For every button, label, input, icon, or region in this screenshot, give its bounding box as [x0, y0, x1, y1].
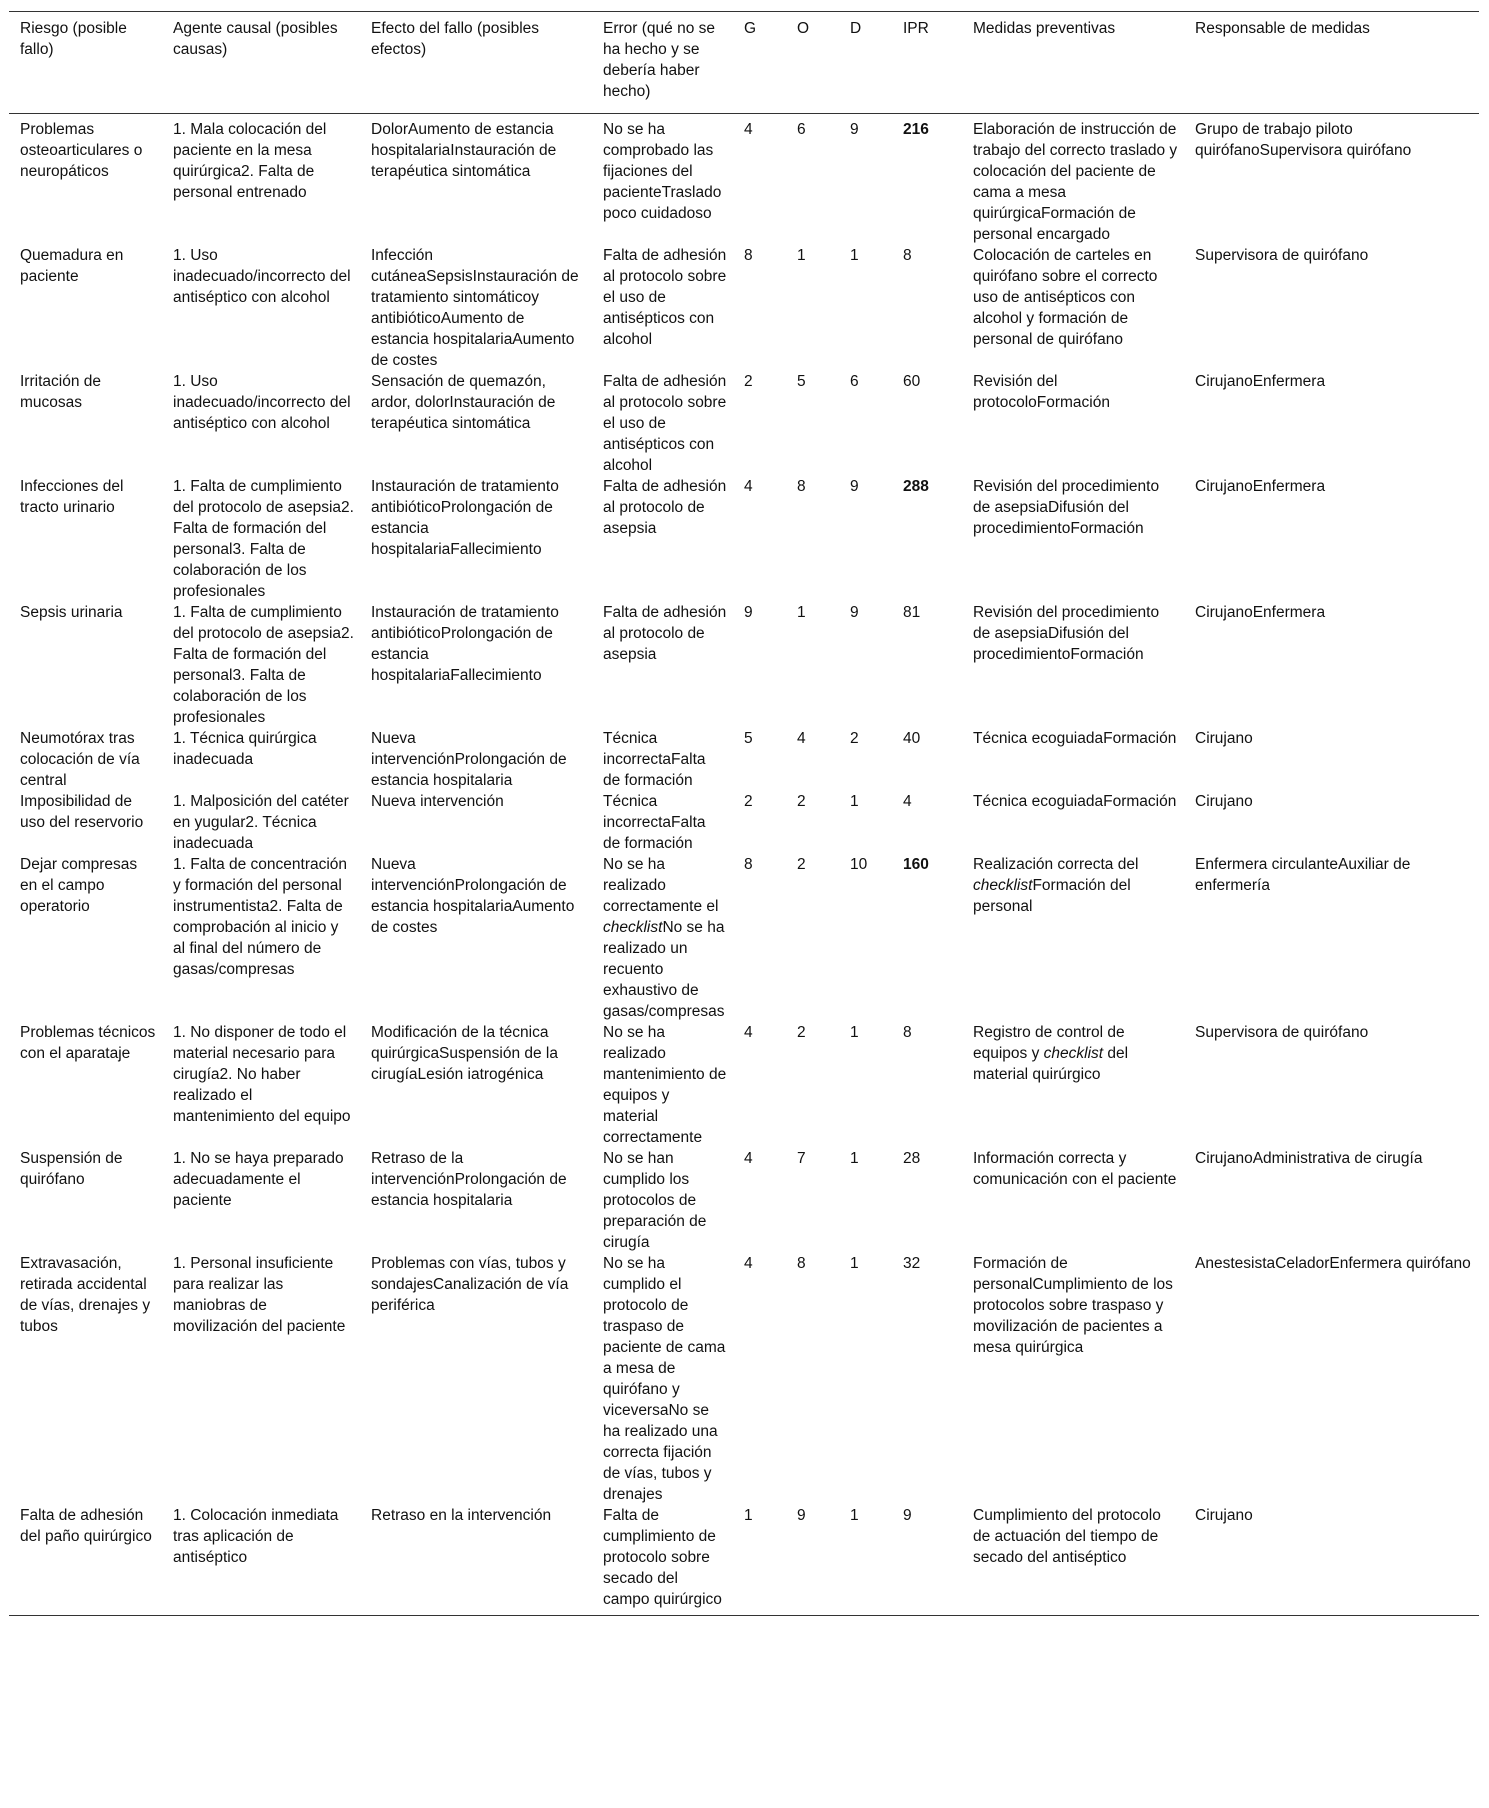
- cell-g: 4: [744, 478, 753, 495]
- cell-ipr: 81: [903, 604, 921, 621]
- cell-medidas: Elaboración de instrucción de trabajo del correcto traslado y colocación del paciente de cama a mesa quirúrgicaFormación de personal encargado: [973, 121, 1178, 243]
- cell-error: Técnica incorrectaFalta de formación: [603, 793, 706, 852]
- cell-responsable: CirujanoEnfermera: [1195, 604, 1326, 621]
- cell-efecto: Retraso de la intervenciónProlongación de estancia hospitalaria: [371, 1150, 567, 1209]
- cell-efecto: Instauración de tratamiento antibióticoProlongación de estancia hospitalariaFallecimiento: [371, 478, 559, 558]
- cell-agente: 1. Malposición del catéter en yugular2. Técnica inadecuada: [173, 793, 349, 852]
- cell-d: 1: [850, 1507, 859, 1524]
- cell-d: 2: [850, 730, 859, 747]
- cell-riesgo: Suspensión de quirófano: [20, 1150, 123, 1188]
- header-agente: Agente causal (posibles causas): [173, 20, 338, 58]
- cell-agente: 1. Colocación inmediata tras aplicación de antiséptico: [173, 1507, 339, 1566]
- cell-error-italic: checklist: [603, 919, 663, 936]
- table-row: [9, 1505, 1479, 1616]
- cell-responsable: Supervisora de quirófano: [1195, 247, 1369, 264]
- cell-medidas: Formación de personalCumplimiento de los protocolos sobre traspaso y movilización de pacientes a mesa quirúrgica: [973, 1255, 1173, 1356]
- table-row: [9, 1022, 1479, 1148]
- cell-agente: 1. No se haya preparado adecuadamente el paciente: [173, 1150, 344, 1209]
- cell-error: No se han cumplido los protocolos de preparación de cirugía: [603, 1150, 707, 1251]
- cell-g: 4: [744, 1255, 753, 1272]
- cell-medidas-italic: checklist: [973, 877, 1033, 894]
- cell-medidas: Cumplimiento del protocolo de actuación del tiempo de secado del antiséptico: [973, 1507, 1161, 1566]
- cell-riesgo: Imposibilidad de uso del reservorio: [20, 793, 144, 831]
- cell-o: 4: [797, 730, 806, 747]
- cell-d: 9: [850, 121, 859, 138]
- cell-error: Falta de adhesión al protocolo de asepsia: [603, 604, 727, 663]
- cell-efecto: Problemas con vías, tubos y sondajesCanalización de vía periférica: [371, 1255, 569, 1314]
- cell-o: 5: [797, 373, 806, 390]
- cell-ipr: 8: [903, 247, 912, 264]
- table-row: [9, 371, 1479, 476]
- cell-medidas-text: del material quirúrgico: [973, 1045, 1129, 1083]
- table-row: [9, 602, 1479, 728]
- cell-ipr: 216: [903, 121, 929, 138]
- cell-o: 2: [797, 793, 806, 810]
- cell-d: 1: [850, 1255, 859, 1272]
- risk-table: [9, 11, 1479, 1616]
- cell-ipr: 288: [903, 478, 929, 495]
- cell-medidas-text: Realización correcta del: [973, 856, 1139, 873]
- cell-medidas: Técnica ecoguiadaFormación: [973, 730, 1177, 747]
- header-error: Error (qué no se ha hecho y se debería haber hecho): [603, 20, 715, 100]
- cell-medidas-text: Formación del personal: [973, 877, 1131, 915]
- cell-g: 1: [744, 1507, 753, 1524]
- cell-o: 9: [797, 1507, 806, 1524]
- cell-d: 10: [850, 856, 868, 873]
- cell-ipr: 32: [903, 1255, 921, 1272]
- cell-efecto: Nueva intervención: [371, 793, 504, 810]
- cell-ipr: 4: [903, 793, 912, 810]
- cell-error: No se ha comprobado las fijaciones del pacienteTraslado poco cuidadoso: [603, 121, 722, 222]
- header-responsable: Responsable de medidas: [1195, 20, 1370, 37]
- cell-riesgo: Irritación de mucosas: [20, 373, 101, 411]
- cell-responsable: Grupo de trabajo piloto quirófanoSupervisora quirófano: [1195, 121, 1412, 159]
- header-ipr: IPR: [903, 20, 929, 37]
- cell-error: Falta de adhesión al protocolo sobre el uso de antisépticos con alcohol: [603, 247, 727, 348]
- cell-g: 2: [744, 373, 753, 390]
- cell-g: 5: [744, 730, 753, 747]
- cell-error: No se ha cumplido el protocolo de traspaso de paciente de cama a mesa de quirófano y viceversaNo se ha realizado una correcta fijación de vías, tubos y drenajes: [603, 1255, 726, 1503]
- table-row: [9, 854, 1479, 1022]
- cell-responsable: CirujanoEnfermera: [1195, 373, 1326, 390]
- cell-efecto: Infección cutáneaSepsisInstauración de tratamiento sintomáticoy antibióticoAumento de estancia hospitalariaAumento de costes: [371, 247, 579, 369]
- cell-medidas-text: Registro de control de equipos y: [973, 1024, 1125, 1062]
- cell-responsable: Enfermera circulanteAuxiliar de enfermería: [1195, 856, 1411, 894]
- table-row: [9, 728, 1479, 791]
- cell-g: 8: [744, 247, 753, 264]
- cell-d: 9: [850, 478, 859, 495]
- cell-medidas: Técnica ecoguiadaFormación: [973, 793, 1177, 810]
- cell-d: 1: [850, 247, 859, 264]
- cell-agente: 1. Falta de concentración y formación del personal instrumentista2. Falta de comprobación al inicio y al final del número de gasas/compresas: [173, 856, 348, 978]
- cell-medidas: Colocación de carteles en quirófano sobre el correcto uso de antisépticos con alcohol y formación de personal de quirófano: [973, 247, 1158, 348]
- cell-g: 9: [744, 604, 753, 621]
- cell-o: 6: [797, 121, 806, 138]
- cell-efecto: DolorAumento de estancia hospitalariaInstauración de terapéutica sintomática: [371, 121, 557, 180]
- cell-agente: 1. No disponer de todo el material necesario para cirugía2. No haber realizado el mantenimiento del equipo: [173, 1024, 351, 1125]
- table-row: [9, 1148, 1479, 1253]
- cell-g: 4: [744, 121, 753, 138]
- cell-agente: 1. Falta de cumplimiento del protocolo de asepsia2. Falta de formación del personal3. Falta de colaboración de los profesionales: [173, 604, 354, 726]
- cell-responsable: Cirujano: [1195, 1507, 1253, 1524]
- cell-medidas-italic: checklist: [1043, 1045, 1104, 1062]
- cell-responsable: Supervisora de quirófano: [1195, 1024, 1369, 1041]
- cell-ipr: 60: [903, 373, 921, 390]
- cell-o: 7: [797, 1150, 806, 1167]
- cell-responsable: AnestesistaCeladorEnfermera quirófano: [1195, 1255, 1471, 1272]
- cell-d: 9: [850, 604, 859, 621]
- cell-g: 2: [744, 793, 753, 810]
- cell-medidas: Revisión del protocoloFormación: [973, 373, 1110, 411]
- cell-medidas: [962, 1022, 1184, 1148]
- table-row: [9, 1253, 1479, 1505]
- cell-medidas: Información correcta y comunicación con el paciente: [973, 1150, 1177, 1188]
- cell-o: 2: [797, 1024, 806, 1041]
- cell-error-text: No se ha realizado un recuento exhaustivo de gasas/compresas: [603, 919, 725, 1020]
- cell-medidas: Revisión del procedimiento de asepsiaDifusión del procedimientoFormación: [973, 478, 1160, 537]
- cell-efecto: Modificación de la técnica quirúrgicaSuspensión de la cirugíaLesión iatrogénica: [371, 1024, 558, 1083]
- cell-ipr: 9: [903, 1507, 912, 1524]
- cell-agente: 1. Mala colocación del paciente en la mesa quirúrgica2. Falta de personal entrenado: [173, 121, 327, 201]
- table-row: [9, 791, 1479, 854]
- cell-ipr: 40: [903, 730, 921, 747]
- cell-g: 4: [744, 1150, 753, 1167]
- cell-efecto: Nueva intervenciónProlongación de estancia hospitalariaAumento de costes: [371, 856, 575, 936]
- cell-d: 1: [850, 793, 859, 810]
- cell-riesgo: Dejar compresas en el campo operatorio: [20, 856, 138, 915]
- cell-agente: 1. Técnica quirúrgica inadecuada: [173, 730, 317, 768]
- cell-agente: 1. Uso inadecuado/incorrecto del antiséptico con alcohol: [173, 373, 351, 432]
- cell-g: 8: [744, 856, 753, 873]
- cell-error: [592, 854, 733, 1022]
- header-medidas: Medidas preventivas: [973, 20, 1116, 37]
- table-header-row: [9, 12, 1479, 114]
- cell-riesgo: Neumotórax tras colocación de vía central: [20, 730, 140, 789]
- cell-agente: 1. Falta de cumplimiento del protocolo de asepsia2. Falta de formación del personal3. Falta de colaboración de los profesionales: [173, 478, 354, 600]
- cell-error-text: No se ha realizado correctamente el: [603, 856, 719, 915]
- cell-riesgo: Sepsis urinaria: [20, 604, 123, 621]
- cell-error: Falta de adhesión al protocolo sobre el uso de antisépticos con alcohol: [603, 373, 727, 474]
- cell-responsable: CirujanoEnfermera: [1195, 478, 1326, 495]
- cell-d: 1: [850, 1024, 859, 1041]
- cell-riesgo: Problemas técnicos con el aparataje: [20, 1024, 156, 1062]
- table-row: [9, 245, 1479, 371]
- header-g: G: [744, 20, 757, 37]
- cell-medidas: [962, 854, 1184, 1022]
- table-row: [9, 476, 1479, 602]
- cell-o: 8: [797, 1255, 806, 1272]
- cell-responsable: CirujanoAdministrativa de cirugía: [1195, 1150, 1423, 1167]
- cell-responsable: Cirujano: [1195, 793, 1253, 810]
- cell-medidas: Revisión del procedimiento de asepsiaDifusión del procedimientoFormación: [973, 604, 1160, 663]
- cell-ipr: 8: [903, 1024, 912, 1041]
- cell-o: 1: [797, 247, 806, 264]
- cell-d: 1: [850, 1150, 859, 1167]
- cell-ipr: 28: [903, 1150, 921, 1167]
- cell-agente: 1. Personal insuficiente para realizar las maniobras de movilización del paciente: [173, 1255, 346, 1335]
- cell-riesgo: Quemadura en paciente: [20, 247, 124, 285]
- cell-efecto: Nueva intervenciónProlongación de estancia hospitalaria: [371, 730, 567, 789]
- cell-riesgo: Infecciones del tracto urinario: [20, 478, 124, 516]
- cell-o: 1: [797, 604, 806, 621]
- header-efecto: Efecto del fallo (posibles efectos): [371, 20, 540, 58]
- header-o: O: [797, 20, 810, 37]
- cell-efecto: Instauración de tratamiento antibióticoProlongación de estancia hospitalariaFallecimiento: [371, 604, 559, 684]
- cell-g: 4: [744, 1024, 753, 1041]
- cell-error: Falta de adhesión al protocolo de asepsia: [603, 478, 727, 537]
- cell-efecto: Sensación de quemazón, ardor, dolorInstauración de terapéutica sintomática: [371, 373, 556, 432]
- cell-ipr: 160: [903, 856, 929, 873]
- cell-riesgo: Problemas osteoarticulares o neuropáticos: [20, 121, 143, 180]
- cell-d: 6: [850, 373, 859, 390]
- table-container: [9, 11, 1479, 1616]
- cell-o: 8: [797, 478, 806, 495]
- cell-riesgo: Falta de adhesión del paño quirúrgico: [20, 1507, 152, 1545]
- cell-riesgo: Extravasación, retirada accidental de vías, drenajes y tubos: [20, 1255, 151, 1335]
- header-riesgo: Riesgo (posible fallo): [20, 20, 127, 58]
- cell-agente: 1. Uso inadecuado/incorrecto del antiséptico con alcohol: [173, 247, 351, 306]
- cell-error: No se ha realizado mantenimiento de equipos y material correctamente: [603, 1024, 727, 1146]
- cell-efecto: Retraso en la intervención: [371, 1507, 552, 1524]
- cell-o: 2: [797, 856, 806, 873]
- table-row: [9, 114, 1479, 246]
- cell-error: Técnica incorrectaFalta de formación: [603, 730, 706, 789]
- header-d: D: [850, 20, 862, 37]
- cell-responsable: Cirujano: [1195, 730, 1253, 747]
- cell-error: Falta de cumplimiento de protocolo sobre secado del campo quirúrgico: [603, 1507, 722, 1608]
